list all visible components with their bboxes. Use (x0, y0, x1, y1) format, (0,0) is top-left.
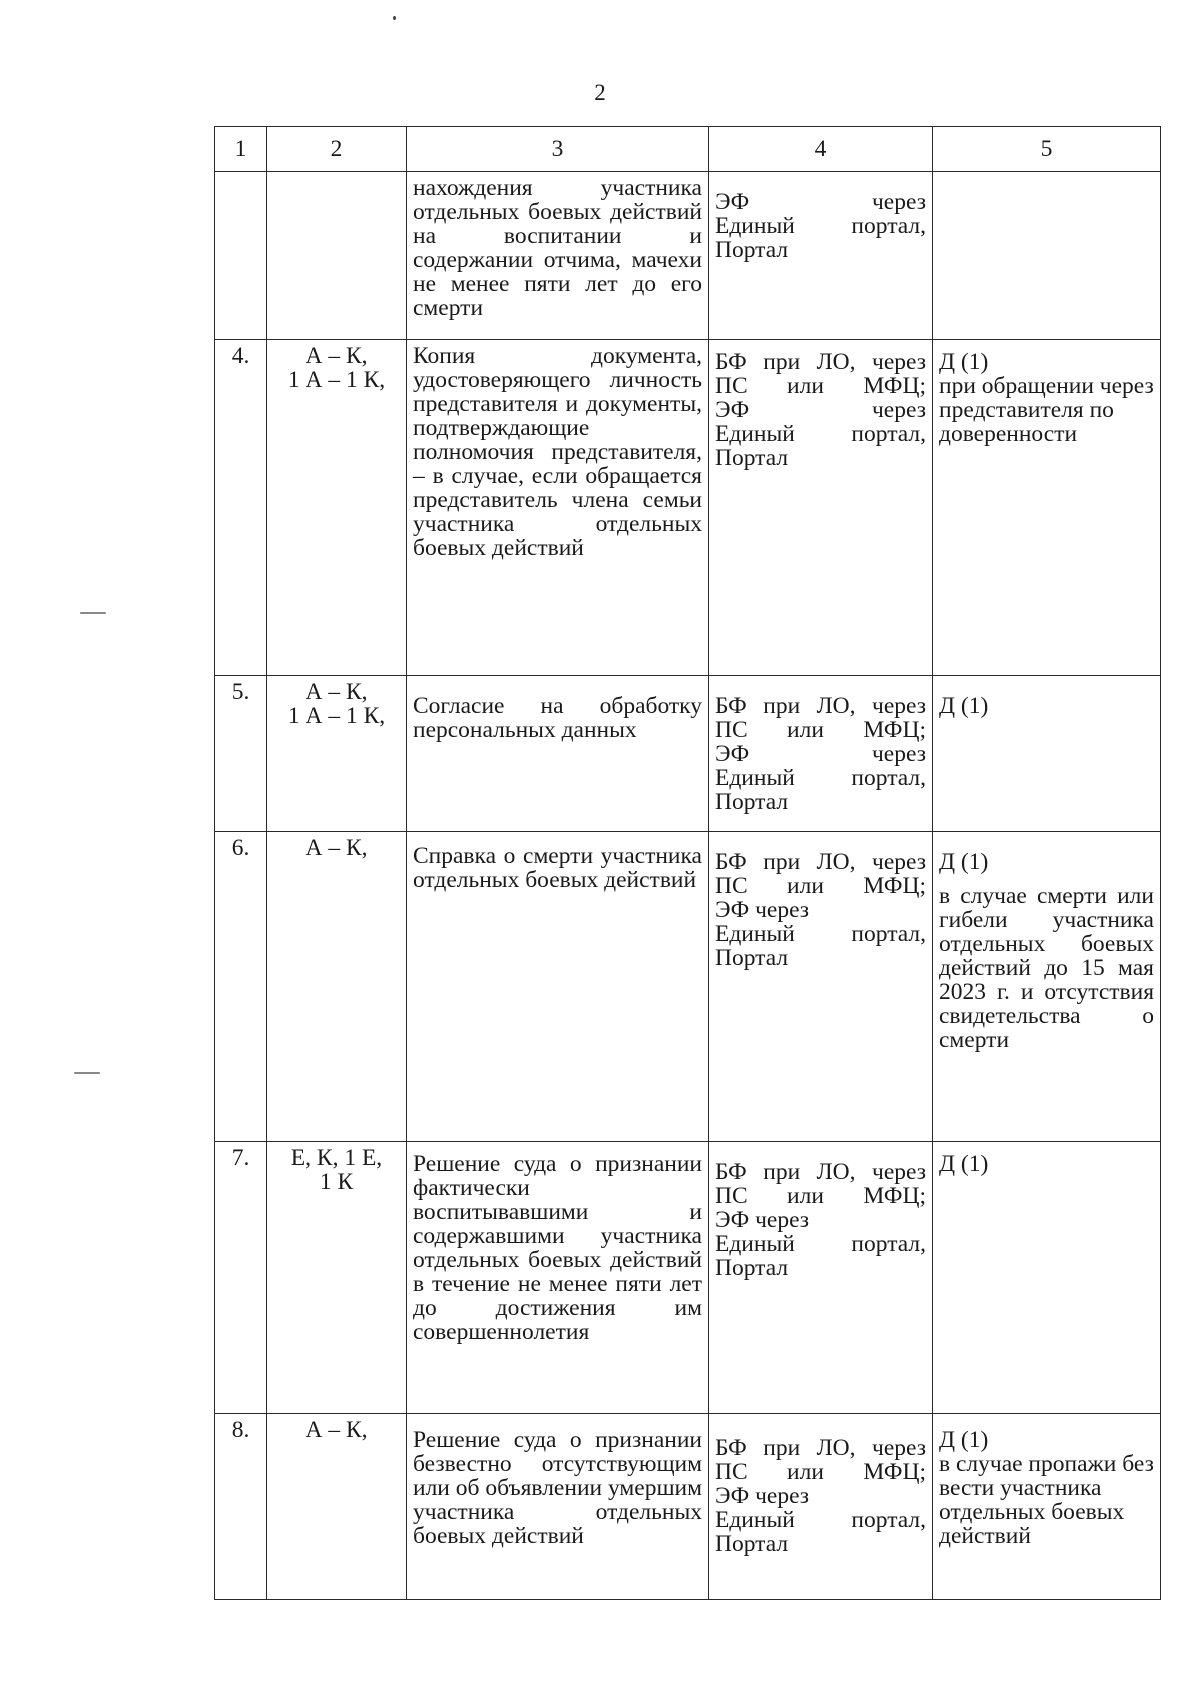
requirement (933, 172, 1161, 340)
method-line: ЭФ через (715, 397, 926, 423)
method-line: БФ при ЛО, через (715, 849, 926, 875)
category-line: А – К, (305, 343, 368, 369)
requirement (933, 340, 1161, 676)
method-line: Портал (715, 945, 789, 971)
method-line: Единый портал, (715, 213, 926, 239)
row-number: 8. (215, 1414, 267, 1600)
category-line: 1 К (319, 1169, 354, 1195)
method-line: БФ при ЛО, через (715, 349, 926, 375)
table-header-row (215, 127, 1161, 172)
table-row (215, 340, 1161, 676)
scan-speck (393, 16, 396, 20)
table-row (215, 832, 1161, 1142)
applicant-category (267, 172, 407, 340)
column-header: 3 (407, 127, 709, 172)
row-number: 4. (215, 340, 267, 676)
document-description: Справка о смерти участника отдельных боевых действий (407, 832, 709, 1142)
applicant-category (267, 1414, 407, 1600)
scan-speck (74, 1072, 100, 1074)
document-description: нахождения участника отдельных боевых действий на воспитании и содержании отчима, мачехи не менее пяти лет до его смерти (407, 172, 709, 340)
method-line: Единый портал, (715, 1231, 926, 1257)
method-line: ПС или МФЦ; (715, 1459, 926, 1485)
method-line: БФ при ЛО, через (715, 1435, 926, 1461)
method-line: Единый портал, (715, 1507, 926, 1533)
column-header: 1 (215, 127, 267, 172)
requirement-code: Д (1) (939, 349, 989, 375)
submission-method (709, 1142, 933, 1414)
applicant-category (267, 832, 407, 1142)
category-line: А – К, (305, 1417, 368, 1443)
scan-speck (80, 612, 106, 614)
page-number: 2 (594, 80, 606, 105)
table-row (215, 1414, 1161, 1600)
row-number: 6. (215, 832, 267, 1142)
method-line: Портал (715, 445, 789, 471)
applicant-category (267, 676, 407, 832)
method-line: Портал (715, 1255, 789, 1281)
method-line: Портал (715, 1531, 789, 1557)
category-line: Е, К, 1 Е, (290, 1145, 383, 1171)
document-description: Копия документа, удостоверяющего личность представителя и документы, подтверждающие полномочия представителя, – в случае, если обращается представитель члена семьи участника отдельных боевых действий (407, 340, 709, 676)
category-line: 1 А – 1 К, (287, 367, 386, 393)
document-description: Согласие на обработку персональных данных (407, 676, 709, 832)
requirement-note: при обращении через представителя по доверенности (939, 373, 1154, 447)
applicant-category (267, 1142, 407, 1414)
submission-method (709, 340, 933, 676)
method-line: ПС или МФЦ; (715, 373, 926, 399)
method-line: ПС или МФЦ; (715, 1183, 926, 1209)
method-line: БФ при ЛО, через (715, 693, 926, 719)
requirement (933, 1414, 1161, 1600)
category-line: А – К, (305, 835, 368, 861)
method-line: ПС или МФЦ; (715, 717, 926, 743)
requirement-code: Д (1) (939, 693, 989, 719)
method-line: ЭФ через (715, 1207, 810, 1233)
method-line: Портал (715, 789, 789, 815)
requirement (933, 676, 1161, 832)
method-line: ПС или МФЦ; (715, 873, 926, 899)
requirement-code: Д (1) (939, 849, 989, 875)
method-line: Единый портал, (715, 765, 926, 791)
category-line: А – К, (305, 679, 368, 705)
documents-table (214, 126, 1161, 1600)
table-row (215, 1142, 1161, 1414)
document-description: Решение суда о признании безвестно отсутствующим или об объявлении умершим участника отдельных боевых действий (407, 1414, 709, 1600)
requirement-note: в случае смерти или гибели участника отдельных боевых действий до 15 мая 2023 г. и отсутствия свидетельства о смерти (939, 883, 1154, 1053)
submission-method (709, 1414, 933, 1600)
row-number: 5. (215, 676, 267, 832)
requirement (933, 832, 1161, 1142)
row-number (215, 172, 267, 340)
category-line: 1 А – 1 К, (287, 703, 386, 729)
applicant-category (267, 340, 407, 676)
row-number: 7. (215, 1142, 267, 1414)
method-line: ЭФ через (715, 741, 926, 767)
method-line: Портал (715, 237, 789, 263)
method-line: БФ при ЛО, через (715, 1159, 926, 1185)
method-line: Единый портал, (715, 421, 926, 447)
method-line: ЭФ через (715, 189, 926, 215)
requirement-code: Д (1) (939, 1427, 989, 1453)
submission-method (709, 832, 933, 1142)
submission-method (709, 676, 933, 832)
method-line: ЭФ через (715, 897, 810, 923)
column-header: 5 (933, 127, 1161, 172)
column-header: 4 (709, 127, 933, 172)
method-line: Единый портал, (715, 921, 926, 947)
requirement (933, 1142, 1161, 1414)
table-row (215, 172, 1161, 340)
document-description: Решение суда о признании фактически воспитывавшими и содержавшими участника отдельных боевых действий в течение не менее пяти лет до достижения им совершеннолетия (407, 1142, 709, 1414)
submission-method (709, 172, 933, 340)
requirement-code: Д (1) (939, 1151, 989, 1177)
method-line: ЭФ через (715, 1483, 810, 1509)
table-row (215, 676, 1161, 832)
requirement-note: в случае пропажи без вести участника отдельных боевых действий (939, 1451, 1154, 1549)
column-header: 2 (267, 127, 407, 172)
